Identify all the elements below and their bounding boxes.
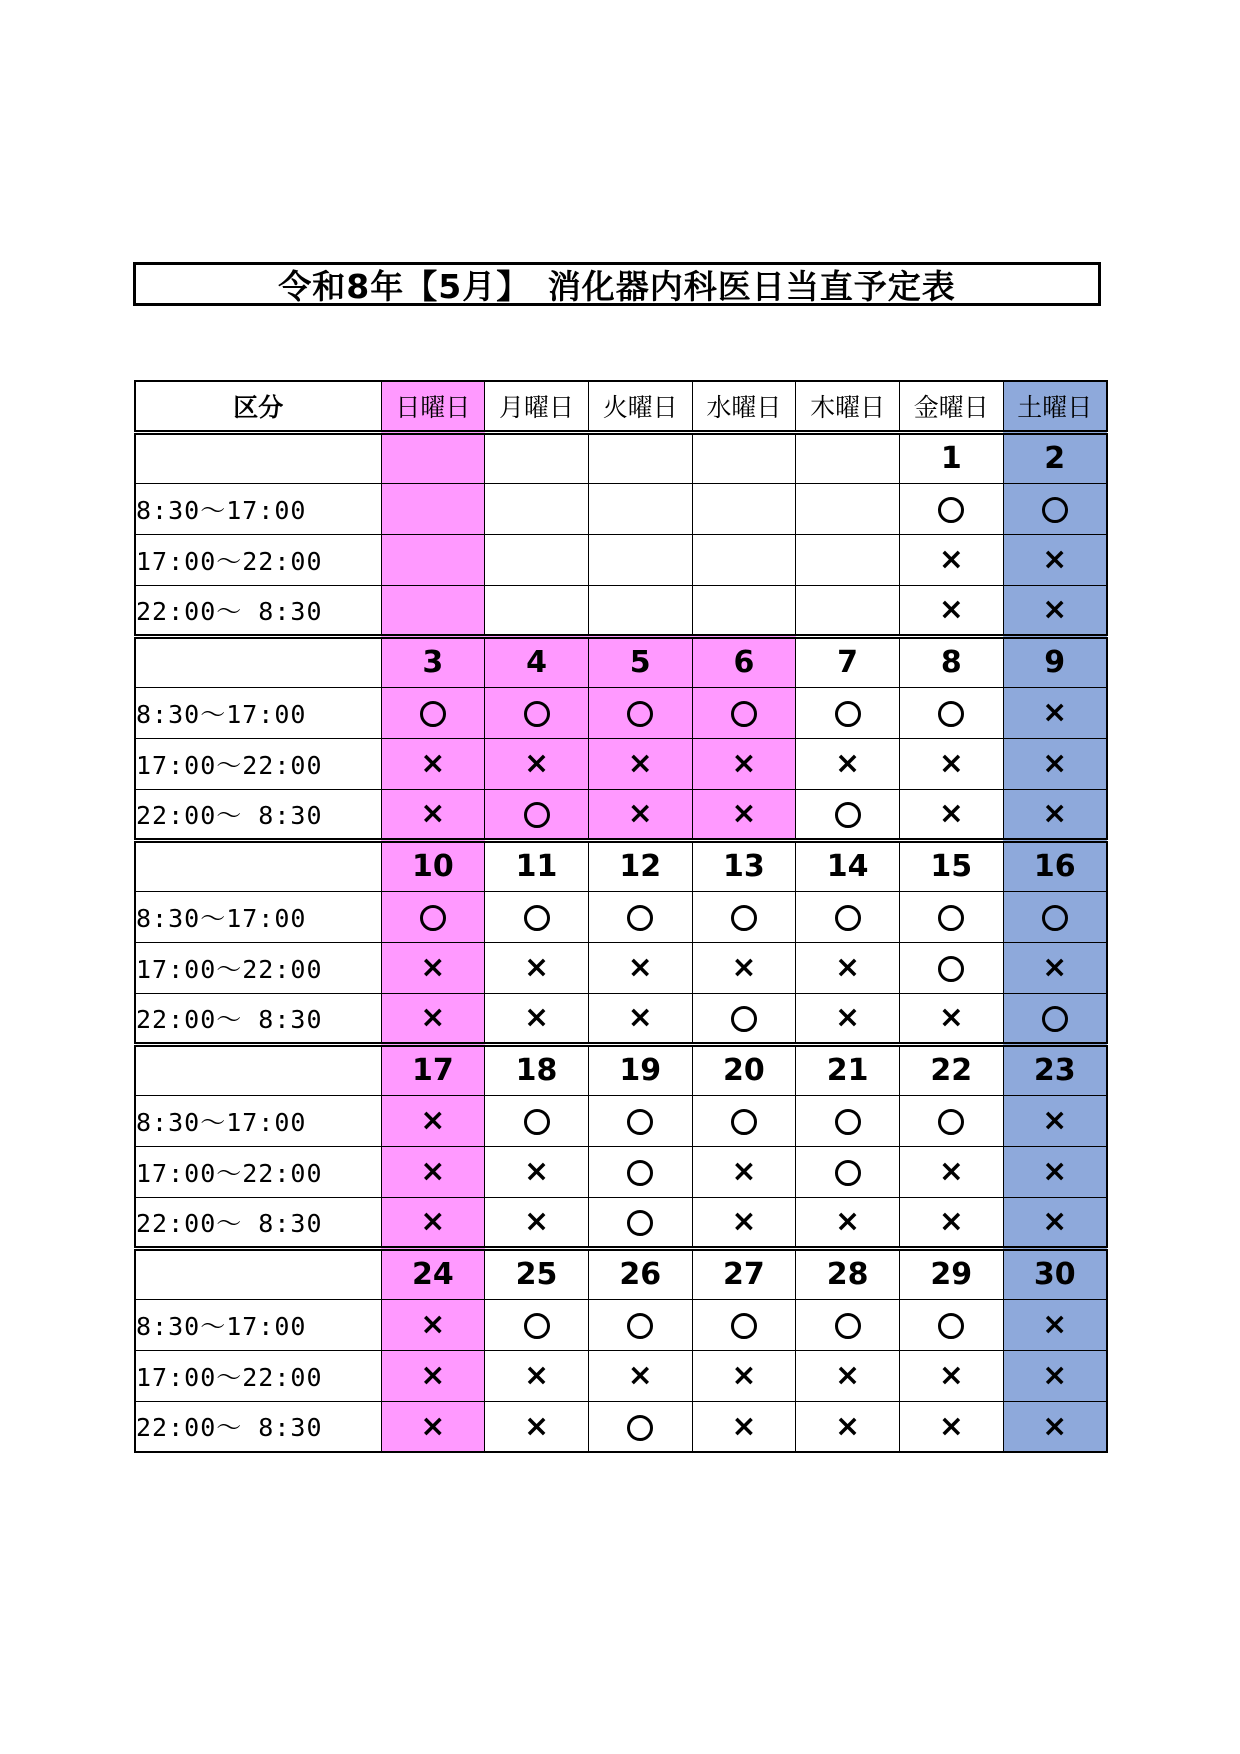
time-slot-label: 8:30～17:00 bbox=[135, 891, 381, 942]
availability-cell bbox=[796, 942, 900, 993]
availability-cell bbox=[588, 1095, 692, 1146]
availability-cell bbox=[899, 483, 1003, 534]
unavailable-mark: × bbox=[627, 1000, 653, 1035]
kubun-header: 区分 bbox=[135, 381, 381, 432]
availability-cell bbox=[692, 483, 796, 534]
availability-cell bbox=[796, 687, 900, 738]
date-cell: 1 bbox=[899, 432, 1003, 483]
unavailable-mark: × bbox=[1042, 1103, 1068, 1138]
date-row bbox=[135, 1248, 1107, 1299]
availability-cell bbox=[796, 1146, 900, 1197]
available-mark bbox=[835, 1313, 861, 1339]
availability-cell bbox=[588, 585, 692, 636]
available-mark bbox=[938, 905, 964, 931]
availability-cell bbox=[485, 534, 589, 585]
availability-cell bbox=[692, 687, 796, 738]
day-header-sunday: 日曜日 bbox=[381, 381, 485, 432]
available-mark bbox=[627, 905, 653, 931]
slot-row bbox=[135, 1197, 1107, 1248]
availability-cell bbox=[1003, 1146, 1107, 1197]
availability-cell bbox=[692, 585, 796, 636]
availability-cell bbox=[588, 534, 692, 585]
unavailable-mark: × bbox=[420, 1154, 446, 1189]
unavailable-mark: × bbox=[731, 1154, 757, 1189]
date-cell: 8 bbox=[899, 636, 1003, 687]
slot-row bbox=[135, 993, 1107, 1044]
date-row bbox=[135, 840, 1107, 891]
availability-cell bbox=[381, 534, 485, 585]
available-mark bbox=[420, 905, 446, 931]
availability-cell bbox=[485, 1146, 589, 1197]
availability-cell bbox=[588, 1299, 692, 1350]
slot-row bbox=[135, 1350, 1107, 1401]
slot-row bbox=[135, 789, 1107, 840]
available-mark bbox=[524, 1313, 550, 1339]
date-cell: 24 bbox=[381, 1248, 485, 1299]
availability-cell bbox=[588, 1146, 692, 1197]
unavailable-mark: × bbox=[938, 1154, 964, 1189]
time-slot-label: 22:00～ 8:30 bbox=[135, 789, 381, 840]
availability-cell bbox=[692, 1146, 796, 1197]
available-mark bbox=[627, 1210, 653, 1236]
available-mark bbox=[835, 701, 861, 727]
available-mark bbox=[627, 701, 653, 727]
slot-row bbox=[135, 534, 1107, 585]
availability-cell bbox=[1003, 1299, 1107, 1350]
slot-row bbox=[135, 738, 1107, 789]
available-mark bbox=[731, 701, 757, 727]
unavailable-mark: × bbox=[835, 1000, 861, 1035]
availability-cell bbox=[796, 891, 900, 942]
available-mark bbox=[627, 1313, 653, 1339]
availability-cell bbox=[899, 687, 1003, 738]
slot-row bbox=[135, 942, 1107, 993]
date-cell bbox=[381, 432, 485, 483]
availability-cell bbox=[796, 1197, 900, 1248]
unavailable-mark: × bbox=[938, 1408, 964, 1444]
time-slot-label: 22:00～ 8:30 bbox=[135, 993, 381, 1044]
availability-cell bbox=[485, 483, 589, 534]
availability-cell bbox=[485, 1197, 589, 1248]
unavailable-mark: × bbox=[938, 1358, 964, 1393]
date-cell: 28 bbox=[796, 1248, 900, 1299]
availability-cell bbox=[899, 1095, 1003, 1146]
day-header-tuesday: 火曜日 bbox=[588, 381, 692, 432]
availability-cell bbox=[1003, 1095, 1107, 1146]
unavailable-mark: × bbox=[420, 1204, 446, 1239]
availability-cell bbox=[381, 687, 485, 738]
availability-cell bbox=[1003, 687, 1107, 738]
availability-cell bbox=[381, 1401, 485, 1452]
availability-cell bbox=[381, 1095, 485, 1146]
availability-cell bbox=[899, 1350, 1003, 1401]
availability-cell bbox=[796, 483, 900, 534]
date-row-label bbox=[135, 840, 381, 891]
time-slot-label: 22:00～ 8:30 bbox=[135, 585, 381, 636]
date-cell: 27 bbox=[692, 1248, 796, 1299]
available-mark bbox=[627, 1160, 653, 1186]
availability-cell bbox=[1003, 1350, 1107, 1401]
availability-cell bbox=[899, 789, 1003, 840]
unavailable-mark: × bbox=[420, 1358, 446, 1393]
time-slot-label: 22:00～ 8:30 bbox=[135, 1401, 381, 1452]
availability-cell bbox=[381, 1146, 485, 1197]
date-cell: 4 bbox=[485, 636, 589, 687]
date-cell: 9 bbox=[1003, 636, 1107, 687]
available-mark bbox=[835, 1160, 861, 1186]
availability-cell bbox=[381, 483, 485, 534]
header-row bbox=[135, 381, 1107, 432]
unavailable-mark: × bbox=[523, 1204, 550, 1239]
date-cell: 22 bbox=[899, 1044, 1003, 1095]
available-mark bbox=[627, 1109, 653, 1135]
date-cell: 26 bbox=[588, 1248, 692, 1299]
availability-cell bbox=[381, 942, 485, 993]
availability-cell bbox=[899, 891, 1003, 942]
date-cell: 7 bbox=[796, 636, 900, 687]
availability-cell bbox=[692, 942, 796, 993]
availability-cell bbox=[1003, 993, 1107, 1044]
date-cell: 5 bbox=[588, 636, 692, 687]
slot-row bbox=[135, 585, 1107, 636]
availability-cell bbox=[692, 1197, 796, 1248]
slot-row bbox=[135, 1299, 1107, 1350]
date-cell: 18 bbox=[485, 1044, 589, 1095]
unavailable-mark: × bbox=[938, 542, 964, 577]
availability-cell bbox=[796, 1401, 900, 1452]
availability-cell bbox=[899, 1299, 1003, 1350]
available-mark bbox=[524, 905, 550, 931]
availability-cell bbox=[381, 993, 485, 1044]
unavailable-mark: × bbox=[1042, 1408, 1068, 1444]
date-cell: 21 bbox=[796, 1044, 900, 1095]
time-slot-label: 8:30～17:00 bbox=[135, 1299, 381, 1350]
date-cell bbox=[796, 432, 900, 483]
availability-cell bbox=[796, 585, 900, 636]
availability-cell bbox=[899, 534, 1003, 585]
available-mark bbox=[524, 802, 550, 828]
availability-cell bbox=[692, 1401, 796, 1452]
day-header-friday: 金曜日 bbox=[899, 381, 1003, 432]
availability-cell bbox=[796, 534, 900, 585]
availability-cell bbox=[899, 585, 1003, 636]
date-cell: 23 bbox=[1003, 1044, 1107, 1095]
date-cell: 13 bbox=[692, 840, 796, 891]
day-header-monday: 月曜日 bbox=[485, 381, 589, 432]
available-mark bbox=[938, 701, 964, 727]
availability-cell bbox=[692, 1350, 796, 1401]
available-mark bbox=[835, 802, 861, 828]
date-cell: 2 bbox=[1003, 432, 1107, 483]
unavailable-mark: × bbox=[731, 1408, 757, 1444]
unavailable-mark: × bbox=[731, 1204, 757, 1239]
availability-cell bbox=[692, 789, 796, 840]
availability-cell bbox=[1003, 1197, 1107, 1248]
date-cell: 17 bbox=[381, 1044, 485, 1095]
availability-cell bbox=[381, 1197, 485, 1248]
date-cell: 15 bbox=[899, 840, 1003, 891]
date-cell: 16 bbox=[1003, 840, 1107, 891]
date-row-label bbox=[135, 432, 381, 483]
availability-cell bbox=[588, 1350, 692, 1401]
availability-cell bbox=[485, 738, 589, 789]
availability-cell bbox=[1003, 1401, 1107, 1452]
unavailable-mark: × bbox=[627, 746, 653, 781]
unavailable-mark: × bbox=[835, 950, 861, 985]
availability-cell bbox=[588, 1197, 692, 1248]
date-cell: 11 bbox=[485, 840, 589, 891]
unavailable-mark: × bbox=[835, 746, 861, 781]
available-mark bbox=[938, 497, 964, 523]
date-cell bbox=[588, 432, 692, 483]
time-slot-label: 17:00～22:00 bbox=[135, 1350, 381, 1401]
availability-cell bbox=[381, 1350, 485, 1401]
availability-cell bbox=[588, 891, 692, 942]
unavailable-mark: × bbox=[627, 796, 653, 831]
unavailable-mark: × bbox=[731, 950, 757, 985]
availability-cell bbox=[692, 1299, 796, 1350]
unavailable-mark: × bbox=[731, 796, 757, 831]
unavailable-mark: × bbox=[420, 1307, 446, 1342]
date-row-label bbox=[135, 1248, 381, 1299]
unavailable-mark: × bbox=[938, 746, 964, 781]
available-mark bbox=[420, 701, 446, 727]
unavailable-mark: × bbox=[523, 1154, 550, 1189]
availability-cell bbox=[692, 1095, 796, 1146]
availability-cell bbox=[1003, 789, 1107, 840]
available-mark bbox=[627, 1415, 653, 1441]
available-mark bbox=[835, 1109, 861, 1135]
availability-cell bbox=[588, 483, 692, 534]
slot-row bbox=[135, 891, 1107, 942]
time-slot-label: 17:00～22:00 bbox=[135, 738, 381, 789]
unavailable-mark: × bbox=[731, 746, 757, 781]
unavailable-mark: × bbox=[938, 592, 964, 627]
availability-cell bbox=[381, 738, 485, 789]
date-cell bbox=[485, 432, 589, 483]
availability-cell bbox=[485, 1095, 589, 1146]
availability-cell bbox=[796, 1299, 900, 1350]
date-row-label bbox=[135, 1044, 381, 1095]
date-cell: 10 bbox=[381, 840, 485, 891]
slot-row bbox=[135, 1401, 1107, 1452]
unavailable-mark: × bbox=[420, 950, 446, 985]
unavailable-mark: × bbox=[523, 1408, 550, 1444]
unavailable-mark: × bbox=[1042, 746, 1068, 781]
availability-cell bbox=[1003, 891, 1107, 942]
available-mark bbox=[524, 701, 550, 727]
unavailable-mark: × bbox=[938, 796, 964, 831]
time-slot-label: 17:00～22:00 bbox=[135, 942, 381, 993]
unavailable-mark: × bbox=[1042, 1358, 1068, 1393]
unavailable-mark: × bbox=[1042, 1154, 1068, 1189]
date-row bbox=[135, 432, 1107, 483]
available-mark bbox=[731, 1313, 757, 1339]
availability-cell bbox=[899, 1401, 1003, 1452]
page-title: 令和8年【5月】 消化器内科医日当直予定表 bbox=[133, 262, 1101, 306]
unavailable-mark: × bbox=[731, 1358, 757, 1393]
time-slot-label: 17:00～22:00 bbox=[135, 534, 381, 585]
unavailable-mark: × bbox=[523, 746, 550, 781]
unavailable-mark: × bbox=[420, 796, 446, 831]
slot-row bbox=[135, 687, 1107, 738]
availability-cell bbox=[899, 738, 1003, 789]
day-header-thursday: 木曜日 bbox=[796, 381, 900, 432]
unavailable-mark: × bbox=[523, 1358, 550, 1393]
slot-row bbox=[135, 483, 1107, 534]
availability-cell bbox=[485, 993, 589, 1044]
date-cell: 12 bbox=[588, 840, 692, 891]
date-cell: 20 bbox=[692, 1044, 796, 1095]
available-mark bbox=[938, 956, 964, 982]
unavailable-mark: × bbox=[1042, 1204, 1068, 1239]
date-cell: 3 bbox=[381, 636, 485, 687]
available-mark bbox=[835, 905, 861, 931]
unavailable-mark: × bbox=[835, 1204, 861, 1239]
availability-cell bbox=[588, 687, 692, 738]
availability-cell bbox=[796, 1350, 900, 1401]
unavailable-mark: × bbox=[627, 950, 653, 985]
unavailable-mark: × bbox=[938, 1000, 964, 1035]
availability-cell bbox=[588, 942, 692, 993]
availability-cell bbox=[381, 789, 485, 840]
availability-cell bbox=[485, 942, 589, 993]
unavailable-mark: × bbox=[1042, 542, 1068, 577]
availability-cell bbox=[588, 993, 692, 1044]
unavailable-mark: × bbox=[420, 1103, 446, 1138]
unavailable-mark: × bbox=[523, 950, 550, 985]
availability-cell bbox=[796, 738, 900, 789]
availability-cell bbox=[485, 687, 589, 738]
availability-cell bbox=[485, 585, 589, 636]
date-cell: 29 bbox=[899, 1248, 1003, 1299]
availability-cell bbox=[381, 585, 485, 636]
availability-cell bbox=[899, 993, 1003, 1044]
date-cell: 6 bbox=[692, 636, 796, 687]
unavailable-mark: × bbox=[835, 1408, 861, 1444]
availability-cell bbox=[692, 534, 796, 585]
date-cell: 25 bbox=[485, 1248, 589, 1299]
schedule-table bbox=[134, 380, 1108, 1453]
availability-cell bbox=[588, 789, 692, 840]
unavailable-mark: × bbox=[420, 1408, 446, 1444]
slot-row bbox=[135, 1146, 1107, 1197]
time-slot-label: 8:30～17:00 bbox=[135, 687, 381, 738]
availability-cell bbox=[692, 993, 796, 1044]
available-mark bbox=[938, 1109, 964, 1135]
available-mark bbox=[1042, 905, 1068, 931]
availability-cell bbox=[692, 738, 796, 789]
available-mark bbox=[1042, 497, 1068, 523]
time-slot-label: 22:00～ 8:30 bbox=[135, 1197, 381, 1248]
availability-cell bbox=[485, 1299, 589, 1350]
unavailable-mark: × bbox=[627, 1358, 653, 1393]
availability-cell bbox=[899, 1146, 1003, 1197]
available-mark bbox=[731, 1109, 757, 1135]
availability-cell bbox=[485, 789, 589, 840]
availability-cell bbox=[1003, 942, 1107, 993]
unavailable-mark: × bbox=[523, 1000, 550, 1035]
availability-cell bbox=[1003, 483, 1107, 534]
unavailable-mark: × bbox=[1042, 695, 1068, 730]
availability-cell bbox=[381, 891, 485, 942]
time-slot-label: 8:30～17:00 bbox=[135, 483, 381, 534]
availability-cell bbox=[796, 993, 900, 1044]
time-slot-label: 8:30～17:00 bbox=[135, 1095, 381, 1146]
available-mark bbox=[938, 1313, 964, 1339]
date-cell: 30 bbox=[1003, 1248, 1107, 1299]
availability-cell bbox=[692, 891, 796, 942]
availability-cell bbox=[485, 1350, 589, 1401]
availability-cell bbox=[899, 1197, 1003, 1248]
unavailable-mark: × bbox=[1042, 950, 1068, 985]
availability-cell bbox=[796, 789, 900, 840]
date-row-label bbox=[135, 636, 381, 687]
unavailable-mark: × bbox=[1042, 796, 1068, 831]
available-mark bbox=[731, 1006, 757, 1032]
availability-cell bbox=[588, 738, 692, 789]
day-header-saturday: 土曜日 bbox=[1003, 381, 1107, 432]
availability-cell bbox=[1003, 534, 1107, 585]
date-cell: 14 bbox=[796, 840, 900, 891]
availability-cell bbox=[485, 1401, 589, 1452]
unavailable-mark: × bbox=[938, 1204, 964, 1239]
available-mark bbox=[1042, 1006, 1068, 1032]
availability-cell bbox=[1003, 585, 1107, 636]
unavailable-mark: × bbox=[420, 746, 446, 781]
unavailable-mark: × bbox=[1042, 592, 1068, 627]
availability-cell bbox=[381, 1299, 485, 1350]
unavailable-mark: × bbox=[1042, 1307, 1068, 1342]
day-header-wednesday: 水曜日 bbox=[692, 381, 796, 432]
date-row bbox=[135, 636, 1107, 687]
availability-cell bbox=[485, 891, 589, 942]
unavailable-mark: × bbox=[835, 1358, 861, 1393]
availability-cell bbox=[588, 1401, 692, 1452]
date-cell: 19 bbox=[588, 1044, 692, 1095]
time-slot-label: 17:00～22:00 bbox=[135, 1146, 381, 1197]
available-mark bbox=[731, 905, 757, 931]
date-row bbox=[135, 1044, 1107, 1095]
availability-cell bbox=[899, 942, 1003, 993]
availability-cell bbox=[1003, 738, 1107, 789]
date-cell bbox=[692, 432, 796, 483]
unavailable-mark: × bbox=[420, 1000, 446, 1035]
slot-row bbox=[135, 1095, 1107, 1146]
availability-cell bbox=[796, 1095, 900, 1146]
available-mark bbox=[524, 1109, 550, 1135]
